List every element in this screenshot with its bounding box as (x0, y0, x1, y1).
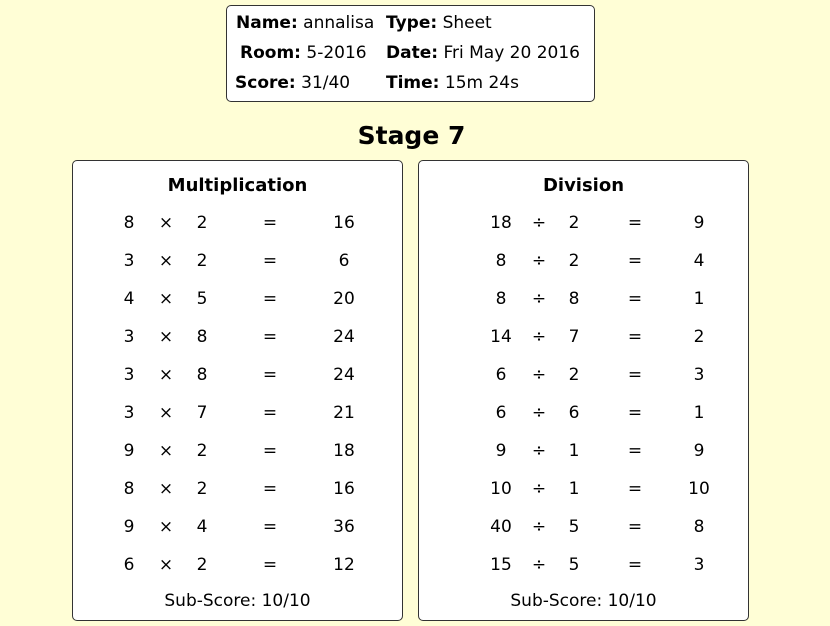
equals-sign: = (262, 479, 278, 499)
equals-sign: = (262, 327, 278, 347)
operand-a: 3 (123, 327, 135, 347)
type-value: Sheet (442, 13, 492, 33)
time-value: 15m 24s (444, 73, 519, 93)
operand-b: 2 (568, 251, 580, 271)
time-row (386, 73, 519, 93)
score-value: 31/40 (301, 73, 351, 93)
operand-b: 2 (568, 213, 580, 233)
room-row (240, 43, 367, 63)
answer: 1 (693, 403, 705, 423)
answer: 24 (333, 327, 355, 347)
operator-sign: × (158, 289, 174, 309)
operand-b: 2 (196, 479, 208, 499)
equals-sign: = (627, 403, 643, 423)
answer: 1 (693, 289, 705, 309)
equals-sign: = (627, 441, 643, 461)
operand-b: 6 (568, 403, 580, 423)
answer: 10 (688, 479, 710, 499)
operand-a: 9 (495, 441, 507, 461)
operator-sign: ÷ (531, 517, 547, 537)
operand-a: 3 (123, 365, 135, 385)
operand-b: 8 (196, 365, 208, 385)
operand-a: 8 (495, 289, 507, 309)
answer: 3 (693, 365, 705, 385)
operand-b: 2 (196, 441, 208, 461)
date-row (386, 43, 580, 63)
answer: 6 (338, 251, 350, 271)
operand-b: 2 (196, 251, 208, 271)
multiplication-panel (72, 160, 403, 621)
equals-sign: = (627, 517, 643, 537)
operand-b: 2 (196, 213, 208, 233)
operand-a: 3 (123, 251, 135, 271)
answer: 24 (333, 365, 355, 385)
operator-sign: ÷ (531, 479, 547, 499)
equals-sign: = (627, 327, 643, 347)
equals-sign: = (627, 251, 643, 271)
operand-a: 10 (490, 479, 512, 499)
operand-a: 8 (123, 479, 135, 499)
equation-row (419, 249, 748, 273)
name-value: annalisa (303, 13, 375, 33)
type-row (386, 13, 492, 33)
answer: 16 (333, 213, 355, 233)
operator-sign: ÷ (531, 327, 547, 347)
date-value: Fri May 20 2016 (443, 43, 580, 63)
equals-sign: = (627, 555, 643, 575)
operator-sign: × (158, 479, 174, 499)
equation-row (73, 515, 402, 539)
equation-row (419, 363, 748, 387)
operand-a: 8 (123, 213, 135, 233)
operand-a: 40 (490, 517, 512, 537)
answer: 36 (333, 517, 355, 537)
equation-row (419, 439, 748, 463)
equation-row (73, 325, 402, 349)
operand-a: 4 (123, 289, 135, 309)
operand-b: 2 (196, 555, 208, 575)
operator-sign: × (158, 517, 174, 537)
answer: 4 (693, 251, 705, 271)
equals-sign: = (627, 479, 643, 499)
operand-b: 7 (568, 327, 580, 347)
answer: 9 (693, 213, 705, 233)
panel-title: Multiplication (167, 175, 308, 196)
operand-b: 7 (196, 403, 208, 423)
equals-sign: = (627, 289, 643, 309)
operator-sign: ÷ (531, 555, 547, 575)
answer: 21 (333, 403, 355, 423)
type-label: Type: (386, 13, 438, 33)
operator-sign: ÷ (531, 289, 547, 309)
equation-row (73, 401, 402, 425)
answer: 3 (693, 555, 705, 575)
equation-row (73, 287, 402, 311)
operator-sign: × (158, 403, 174, 423)
room-label: Room: (240, 43, 301, 63)
equation-row (419, 211, 748, 235)
equals-sign: = (262, 213, 278, 233)
answer: 2 (693, 327, 705, 347)
equals-sign: = (627, 213, 643, 233)
division-panel (418, 160, 749, 621)
score-label: Score: (235, 73, 296, 93)
time-label: Time: (386, 73, 440, 93)
operand-b: 5 (196, 289, 208, 309)
operand-b: 5 (568, 517, 580, 537)
operator-sign: × (158, 213, 174, 233)
room-value: 5-2016 (306, 43, 367, 63)
equals-sign: = (262, 403, 278, 423)
operand-a: 6 (123, 555, 135, 575)
operator-sign: × (158, 327, 174, 347)
operand-a: 9 (123, 517, 135, 537)
answer: 8 (693, 517, 705, 537)
answer: 16 (333, 479, 355, 499)
name-label: Name: (236, 13, 298, 33)
operator-sign: ÷ (531, 213, 547, 233)
subscore: Sub-Score: 10/10 (164, 591, 311, 611)
operand-b: 2 (568, 365, 580, 385)
operand-a: 15 (490, 555, 512, 575)
equation-row (73, 363, 402, 387)
operator-sign: ÷ (531, 251, 547, 271)
equals-sign: = (627, 365, 643, 385)
subscore: Sub-Score: 10/10 (510, 591, 657, 611)
equation-row (419, 515, 748, 539)
operand-b: 5 (568, 555, 580, 575)
operator-sign: × (158, 555, 174, 575)
equation-row (73, 439, 402, 463)
answer: 12 (333, 555, 355, 575)
operator-sign: × (158, 441, 174, 461)
operand-a: 6 (495, 403, 507, 423)
operator-sign: × (158, 365, 174, 385)
stage-title: Stage 7 (357, 121, 466, 150)
operand-a: 18 (490, 213, 512, 233)
operator-sign: ÷ (531, 365, 547, 385)
operand-b: 1 (568, 479, 580, 499)
equation-row (73, 553, 402, 577)
equation-row (73, 211, 402, 235)
operand-b: 1 (568, 441, 580, 461)
equals-sign: = (262, 555, 278, 575)
answer: 20 (333, 289, 355, 309)
operand-b: 4 (196, 517, 208, 537)
equation-row (419, 325, 748, 349)
equation-row (73, 249, 402, 273)
name-row (236, 13, 374, 33)
equals-sign: = (262, 289, 278, 309)
answer: 18 (333, 441, 355, 461)
equation-row (419, 401, 748, 425)
answer: 9 (693, 441, 705, 461)
operator-sign: ÷ (531, 441, 547, 461)
equation-row (419, 477, 748, 501)
operand-b: 8 (196, 327, 208, 347)
operator-sign: × (158, 251, 174, 271)
operand-a: 8 (495, 251, 507, 271)
score-row (235, 73, 350, 93)
equals-sign: = (262, 365, 278, 385)
operand-a: 3 (123, 403, 135, 423)
operand-a: 14 (490, 327, 512, 347)
equation-row (419, 553, 748, 577)
operand-a: 6 (495, 365, 507, 385)
info-box (226, 5, 595, 102)
equals-sign: = (262, 251, 278, 271)
operator-sign: ÷ (531, 403, 547, 423)
equation-row (73, 477, 402, 501)
panel-title: Division (542, 175, 625, 196)
operand-a: 9 (123, 441, 135, 461)
equation-row (419, 287, 748, 311)
equals-sign: = (262, 441, 278, 461)
date-label: Date: (386, 43, 439, 63)
operand-b: 8 (568, 289, 580, 309)
equals-sign: = (262, 517, 278, 537)
